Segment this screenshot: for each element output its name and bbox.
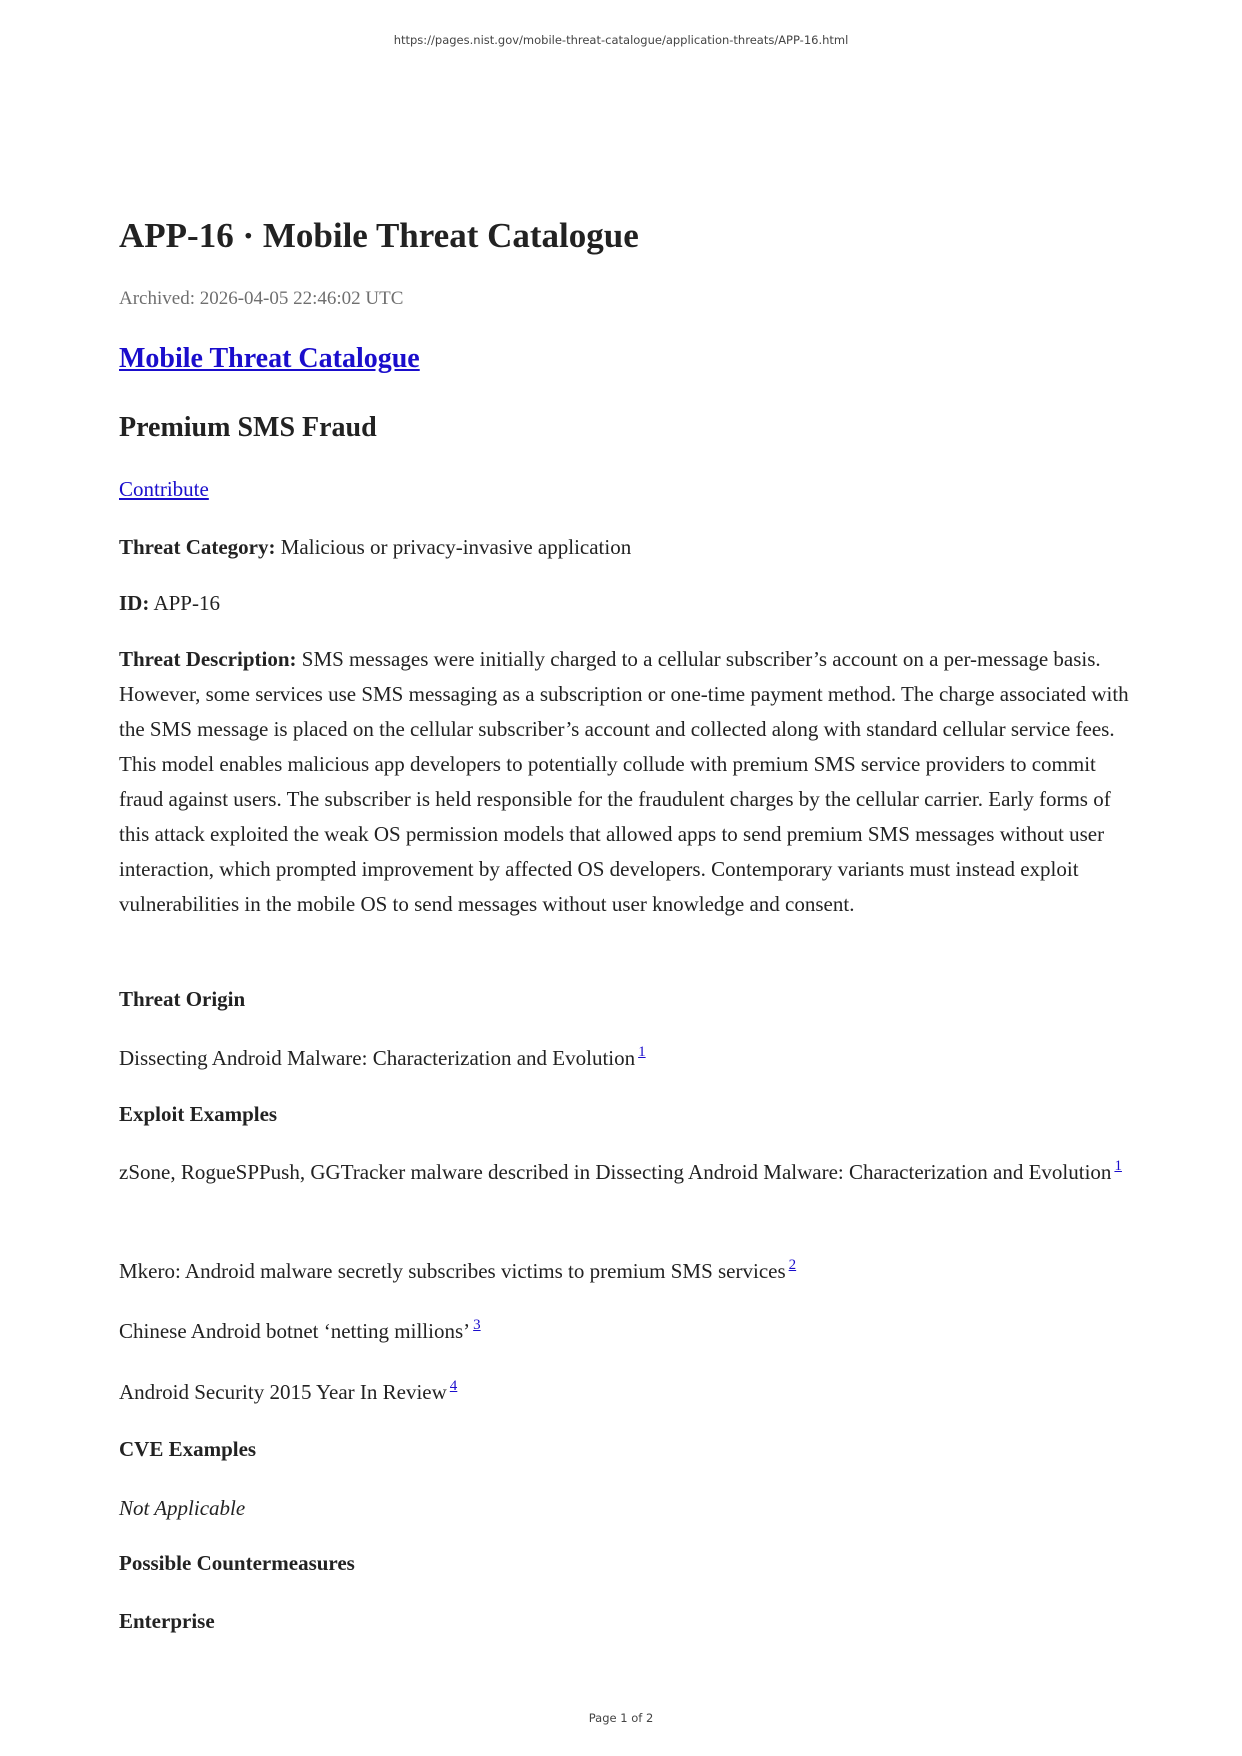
enterprise-heading: Enterprise	[119, 1609, 215, 1633]
footnote-ref	[1114, 1158, 1122, 1174]
contribute-link[interactable]: Contribute	[119, 477, 209, 501]
footnote-ref	[473, 1317, 481, 1333]
mobile-threat-catalogue-link[interactable]: Mobile Threat Catalogue	[119, 343, 420, 374]
exploit-example-text: Chinese Android botnet ‘netting millions’	[119, 1319, 471, 1343]
threat-description	[119, 642, 1129, 922]
footnote-ref	[638, 1044, 646, 1060]
threat-origin-item	[119, 1041, 1129, 1076]
exploit-example-item	[119, 1155, 1129, 1190]
exploit-example-item	[119, 1375, 1129, 1410]
document-title: APP-16 · Mobile Threat Catalogue	[119, 216, 639, 255]
threat-description-label: Threat Description:	[119, 647, 297, 671]
exploit-example-text: Mkero: Android malware secretly subscribes victims to premium SMS services	[119, 1259, 786, 1283]
threat-origin-heading: Threat Origin	[119, 987, 246, 1011]
footnote-link-1[interactable]: 1	[638, 1044, 646, 1060]
footnote-ref	[789, 1257, 797, 1273]
threat-category-value: Malicious or privacy-invasive application	[280, 535, 632, 559]
exploit-examples-heading: Exploit Examples	[119, 1102, 278, 1126]
threat-title: Premium SMS Fraud	[119, 412, 377, 443]
threat-id-value: APP-16	[153, 591, 220, 615]
site-title	[119, 342, 420, 376]
cve-examples-value	[119, 1491, 1129, 1526]
print-url-header: https://pages.nist.gov/mobile-threat-catalogue/application-threats/APP-16.html	[393, 33, 849, 47]
exploit-example-text: zSone, RogueSPPush, GGTracker malware described in Dissecting Android Malware: Characterization and Evolution	[119, 1160, 1112, 1184]
threat-description-text: SMS messages were initially charged to a cellular subscriber’s account on a per-message basis. However, some services use SMS messaging as a subscription or one-time payment method. The charge associated with the SMS message is placed on the cellular subscriber’s account and collected along with standard cellular service fees. This model enables malicious app developers to potentially collude with premium SMS service providers to commit fraud against users. The subscriber is held responsible for the fraudulent charges by the cellular carrier. Early forms of this attack exploited the weak OS permission models that allowed apps to send premium SMS messages without user interaction, which prompted improvement by affected OS developers. Contemporary variants must instead exploit vulnerabilities in the mobile OS to send messages without user knowledge and consent.	[119, 647, 1129, 916]
footnote-link-3[interactable]: 3	[473, 1317, 481, 1333]
cve-not-applicable: Not Applicable	[119, 1496, 246, 1520]
footnote-link-1[interactable]: 1	[1114, 1158, 1122, 1174]
exploit-example-item	[119, 1254, 1129, 1289]
threat-category	[119, 530, 1129, 565]
contribute-paragraph	[119, 472, 1129, 507]
threat-category-label: Threat Category:	[119, 535, 276, 559]
archived-timestamp: Archived: 2026-04-05 22:46:02 UTC	[119, 288, 404, 309]
footnote-link-4[interactable]: 4	[449, 1378, 458, 1394]
footnote-link-2[interactable]: 2	[788, 1257, 797, 1273]
threat-origin-text: Dissecting Android Malware: Characterization and Evolution	[119, 1046, 636, 1070]
threat-id-label: ID:	[119, 591, 150, 615]
threat-id	[119, 586, 1129, 621]
footnote-ref	[450, 1378, 458, 1394]
exploit-example-text: Android Security 2015 Year In Review	[119, 1380, 447, 1404]
page-number-footer: Page 1 of 2	[588, 1711, 654, 1725]
exploit-example-item	[119, 1314, 1129, 1349]
cve-examples-heading: CVE Examples	[119, 1437, 257, 1461]
possible-countermeasures-heading: Possible Countermeasures	[119, 1551, 355, 1575]
